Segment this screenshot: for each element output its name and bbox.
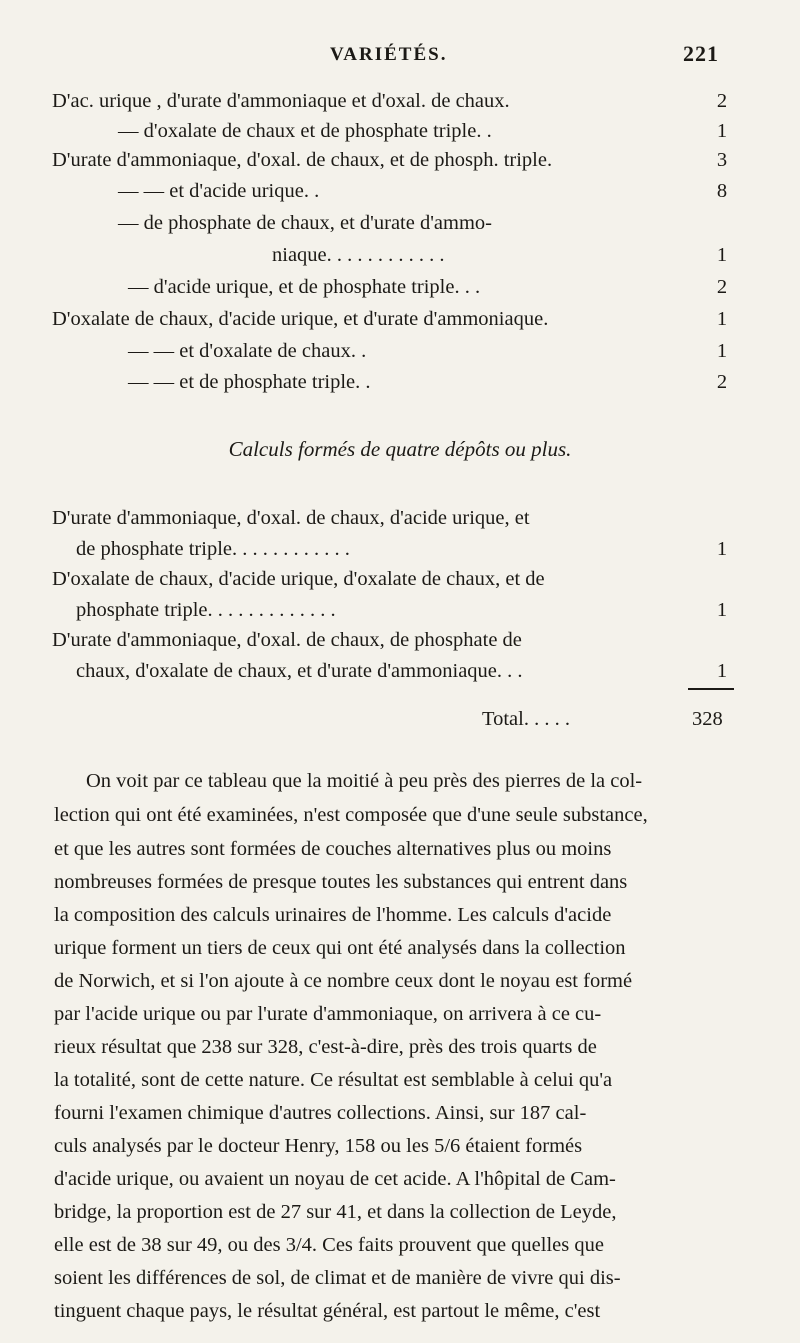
entry-count: 1 [716, 120, 728, 142]
table-row [0, 595, 800, 625]
page-number: 221 [683, 41, 719, 66]
entry-text: D'urate d'ammoniaque, d'oxal. de chaux, de phosphate de [52, 629, 522, 651]
running-head: VARIÉTÉS. [330, 44, 448, 65]
table-row [0, 625, 800, 655]
entry-count: 2 [716, 371, 728, 393]
paragraph-line: culs analysés par le docteur Henry, 158 ou les 5/6 étaient formés [54, 1135, 583, 1157]
table-row [0, 304, 800, 334]
table-row [0, 564, 800, 594]
entry-text: niaque. . . . . . . . . . . . [272, 244, 445, 266]
page-header [0, 41, 800, 74]
entry-count: 2 [716, 276, 728, 298]
entry-count: 3 [716, 149, 728, 171]
paragraph-line: On voit par ce tableau que la moitié à peu près des pierres de la col- [86, 770, 643, 792]
entry-text: D'oxalate de chaux, d'acide urique, d'oxalate de chaux, et de [52, 568, 545, 590]
table-row [0, 208, 800, 238]
entry-text: — d'acide urique, et de phosphate triple. . . [128, 276, 481, 298]
paragraph-line: elle est de 38 sur 49, ou des 3/4. Ces faits prouvent que quelles que [54, 1234, 604, 1256]
paragraph-line: urique forment un tiers de ceux qui ont été analysés dans la collection [54, 937, 626, 959]
entry-text: — — et d'oxalate de chaux. . [128, 340, 367, 362]
entry-text: chaux, d'oxalate de chaux, et d'urate d'ammoniaque. . . [76, 660, 523, 682]
entry-count: 8 [716, 180, 728, 202]
section-title: Calculs formés de quatre dépôts ou plus. [228, 437, 572, 461]
entry-count: 1 [716, 340, 728, 362]
table-row [0, 534, 800, 564]
paragraph-line: par l'acide urique ou par l'urate d'ammoniaque, on arrivera à ce cu- [54, 1003, 602, 1025]
table-row [0, 86, 800, 116]
entry-count: 1 [716, 599, 728, 621]
total-label: Total. . . . . [482, 708, 570, 730]
entry-count: 1 [716, 660, 728, 682]
paragraph-line: tinguent chaque pays, le résultat général, est partout le même, c'est [54, 1300, 601, 1322]
entry-text: — — et d'acide urique. . [118, 180, 320, 202]
entry-count: 2 [716, 90, 728, 112]
paragraph-line: d'acide urique, ou avaient un noyau de cet acide. A l'hôpital de Cam- [54, 1168, 616, 1190]
table-row [0, 145, 800, 175]
table-row [0, 240, 800, 270]
entry-text: — de phosphate de chaux, et d'urate d'ammo- [118, 212, 492, 234]
total-row [0, 704, 800, 734]
paragraph-line: lection qui ont été examinées, n'est composée que d'une seule substance, [54, 804, 648, 826]
entry-text: D'urate d'ammoniaque, d'oxal. de chaux, et de phosph. triple. [52, 149, 553, 171]
paragraph-line: et que les autres sont formées de couches alternatives plus ou moins [54, 838, 612, 860]
entry-count: 1 [716, 244, 728, 266]
paragraph-line: bridge, la proportion est de 27 sur 41, et dans la collection de Leyde, [54, 1201, 617, 1223]
paragraph-line: nombreuses formées de presque toutes les substances qui entrent dans [54, 871, 628, 893]
entry-text: — — et de phosphate triple. . [128, 371, 371, 393]
paragraph-line: soient les différences de sol, de climat et de manière de vivre qui dis- [54, 1267, 621, 1289]
paragraph-line: la composition des calculs urinaires de l'homme. Les calculs d'acide [54, 904, 612, 926]
entry-count: 1 [716, 308, 728, 330]
paragraph-line: rieux résultat que 238 sur 328, c'est-à-dire, près des trois quarts de [54, 1036, 597, 1058]
table-row [0, 503, 800, 533]
paragraph-line: la totalité, sont de cette nature. Ce résultat est semblable à celui qu'a [54, 1069, 613, 1091]
entry-count: 1 [716, 538, 728, 560]
table-row [0, 272, 800, 302]
total-rule [688, 688, 734, 690]
entry-text: phosphate triple. . . . . . . . . . . . . [76, 599, 336, 621]
entry-text: — d'oxalate de chaux et de phosphate triple. . [118, 120, 492, 142]
table-row [0, 176, 800, 206]
paragraph-line: fourni l'examen chimique d'autres collections. Ainsi, sur 187 cal- [54, 1102, 587, 1124]
total-value: 328 [692, 708, 723, 730]
table-row [0, 116, 800, 146]
entry-text: D'ac. urique , d'urate d'ammoniaque et d'oxal. de chaux. [52, 90, 510, 112]
entry-text: D'urate d'ammoniaque, d'oxal. de chaux, d'acide urique, et [52, 507, 530, 529]
table-row [0, 656, 800, 686]
entry-text: de phosphate triple. . . . . . . . . . . . [76, 538, 350, 560]
table-row [0, 336, 800, 366]
table-row [0, 367, 800, 397]
entry-text: D'oxalate de chaux, d'acide urique, et d'urate d'ammoniaque. [52, 308, 549, 330]
paragraph-line: de Norwich, et si l'on ajoute à ce nombre ceux dont le noyau est formé [54, 970, 633, 992]
